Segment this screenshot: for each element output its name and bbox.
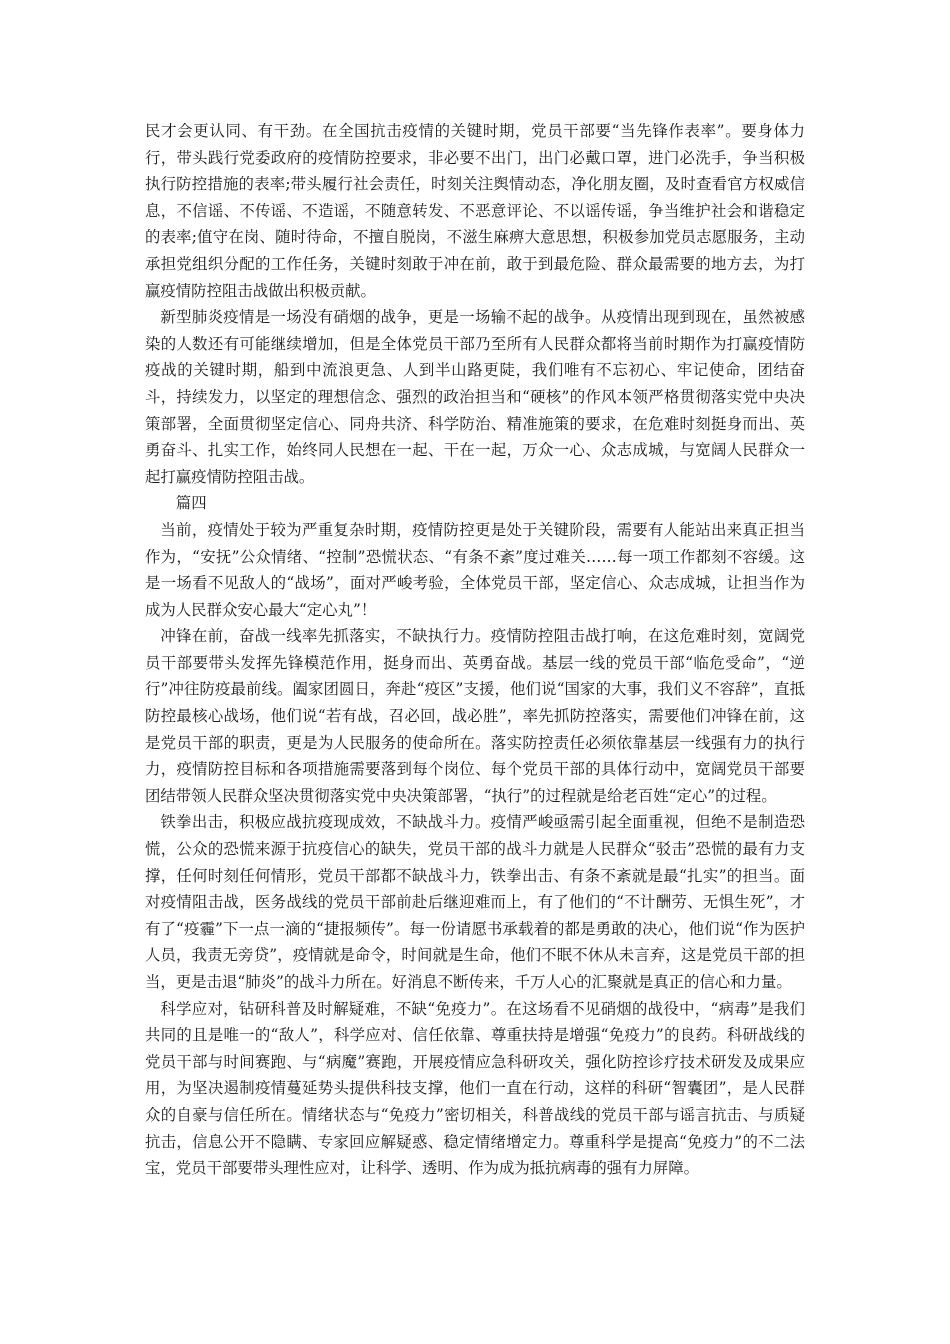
paragraph-continued: 民才会更认同、有干劲。在全国抗击疫情的关键时期，党员干部要“当先锋作表率”。要身体力行，带头践行党委政府的疫情防控要求，非必要不出门，出门必戴口罩，进门必洗手，争当积极执行防控措施的表率;带头履行社会责任，时刻关注舆情动态，净化朋友圈，及时查看官方权威信息，不信谣、不传谣、不造谣，不随意转发、不恶意评论、不以谣传谣，争当维护社会和谐稳定的表率;值守在岗、随时待命，不擅自脱岗，不滋生麻痹大意思想，积极参加党员志愿服务，主动承担党组织分配的工作任务，关键时刻敢于冲在前，敢于到最危险、群众最需要的地方去，为打赢疫情防控阻击战做出积极贡献。 [145, 122, 805, 300]
document-body [145, 118, 805, 1182]
section-heading: 篇四 [175, 494, 207, 513]
paragraph: 科学应对，钻研科普及时解疑难，不缺“免疫力”。在这场看不见硝烟的战役中，“病毒”是我们共同的且是唯一的“敌人”，科学应对、信任依靠、尊重扶持是增强“免疫力”的良药。科研战线的党员干部与时间赛跑、与“病魔”赛跑，开展疫情应急科研攻关，强化防控诊疗技术研发及成果应用，为坚决遏制疫情蔓延势头提供科技支撑，他们一直在行动，这样的科研“智囊团”，是人民群众的自豪与信任所在。情绪状态与“免疫力”密切相关，科普战线的党员干部与谣言抗击、与质疑抗击，信息公开不隐瞒、专家回应解疑惑、稳定情绪增定力。尊重科学是提高“免疫力”的不二法宝，党员干部要带头理性应对，让科学、透明、作为成为抵抗病毒的强有力屏障。 [145, 999, 805, 1178]
paragraph: 冲锋在前，奋战一线率先抓落实，不缺执行力。疫情防控阻击战打响，在这危难时刻，宽阔党员干部要带头发挥先锋模范作用，挺身而出、英勇奋战。基层一线的党员干部“临危受命”，“逆行”冲往防疫最前线。阖家团圆日，奔赴“疫区”支援，他们说“国家的大事，我们义不容辞”，直抵防控最核心战场，他们说“若有战，召必回，战必胜”，率先抓防控落实，需要他们冲锋在前，这是党员干部的职责，更是为人民服务的使命所在。落实防控责任必须依靠基层一线强有力的执行力，疫情防控目标和各项措施需要落到每个岗位、每个党员干部的具体行动中，宽阔党员干部要团结带领人民群众坚决贯彻落实党中央决策部署，“执行”的过程就是给老百姓“定心”的过程。 [145, 627, 805, 805]
paragraph: 当前，疫情处于较为严重复杂时期，疫情防控更是处于关键阶段，需要有人能站出来真正担当作为，“安抚”公众情绪、“控制”恐慌状态、“有条不紊”度过难关……每一项工作都刻不容缓。这是一场看不见敌人的“战场”，面对严峻考验，全体党员干部，坚定信心、众志成城，让担当作为成为人民群众安心最大“定心丸”！ [145, 520, 805, 619]
paragraph: 新型肺炎疫情是一场没有硝烟的战争，更是一场输不起的战争。从疫情出现到现在，虽然被感染的人数还有可能继续增加，但是全体党员干部乃至所有人民群众都将当前时期作为打赢疫情防疫战的关键时期，船到中流浪更急、人到半山路更陡，我们唯有不忘初心、牢记使命，团结奋斗，持续发力，以坚定的理想信念、强烈的政治担当和“硬核”的作风本领严格贯彻落实党中央决策部署，全面贯彻坚定信心、同舟共济、科学防治、精准施策的要求，在危难时刻挺身而出、英勇奋斗、扎实工作，始终同人民想在一起、干在一起，万众一心、众志成城，与宽阔人民群众一起打赢疫情防控阻击战。 [145, 308, 805, 486]
paragraph: 铁拳出击，积极应战抗疫现成效，不缺战斗力。疫情严峻亟需引起全面重视，但绝不是制造恐慌，公众的恐慌来源于抗疫信心的缺失，党员干部的战斗力就是人民群众“驳击”恐慌的最有力支撑，任何时刻任何情形，党员干部都不缺战斗力，铁拳出击、有条不紊就是最“扎实”的担当。面对疫情阻击战，医务战线的党员干部前赴后继迎难而上，有了他们的“不计酬劳、无惧生死”，才有了“疫霾”下一点一滴的“捷报频传”。每一份请愿书承载着的都是勇敢的决心，他们说“作为医护人员，我责无旁贷”，疫情就是命令，时间就是生命，他们不眠不休从未言弃，这是党员干部的担当，更是击退“肺炎”的战斗力所在。好消息不断传来，千万人心的汇聚就是真正的信心和力量。 [145, 813, 805, 991]
